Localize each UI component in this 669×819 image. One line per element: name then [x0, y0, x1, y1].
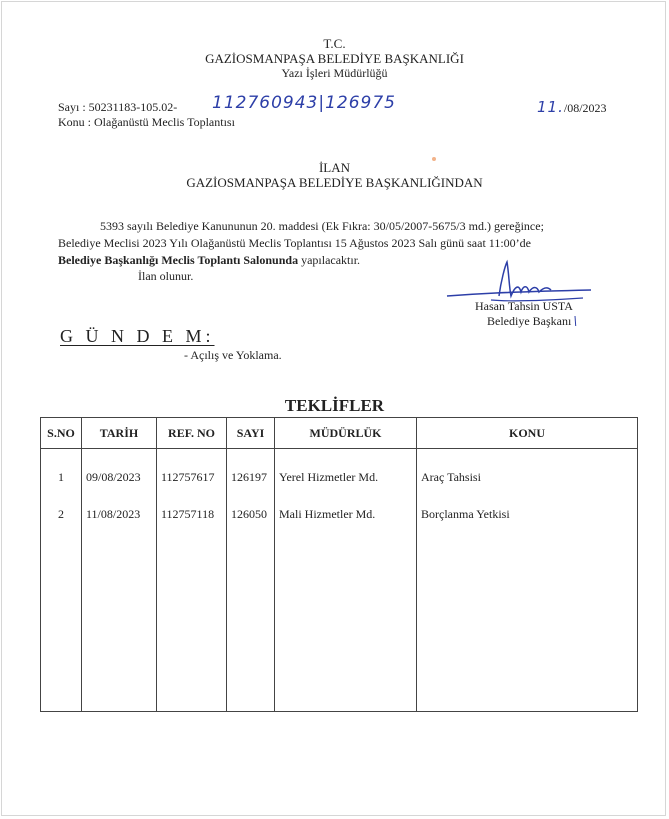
col-header-mudurluk: MÜDÜRLÜK [275, 418, 417, 449]
cell-mudurluk: Yerel Hizmetler Md. [275, 459, 417, 496]
cell-sayi: 126050 [227, 496, 275, 533]
col-header-sayi: SAYI [227, 418, 275, 449]
date-handwritten: 11. [537, 98, 564, 116]
cell-konu: Borçlanma Yetkisi [417, 496, 638, 533]
teklifler-table [40, 417, 638, 712]
konu-label: Konu : Olağanüstü Meclis Toplantısı [58, 115, 235, 129]
table-row [41, 459, 638, 496]
cell-ref: 112757617 [157, 459, 227, 496]
cell-tarih: 09/08/2023 [82, 459, 157, 496]
meeting-place: Belediye Başkanlığı Meclis Toplantı Salonunda [58, 253, 299, 267]
table-empty-space [41, 533, 638, 712]
table-header-row [41, 418, 638, 449]
ilan-olunur: İlan olunur. [138, 269, 194, 283]
col-header-ref: REF. NO [157, 418, 227, 449]
cell-tarih: 11/08/2023 [82, 496, 157, 533]
header-tc: T.C. [323, 36, 346, 51]
cell-sayi: 126197 [227, 459, 275, 496]
ilan-subtitle: GAZİOSMANPAŞA BELEDİYE BAŞKANLIĞINDAN [186, 175, 483, 190]
col-header-tarih: TARİH [82, 418, 157, 449]
header-institution: GAZİOSMANPAŞA BELEDİYE BAŞKANLIĞI [205, 51, 464, 66]
cell-ref: 112757118 [157, 496, 227, 533]
cell-konu: Araç Tahsisi [417, 459, 638, 496]
gundem-title: G Ü N D E M: [60, 326, 215, 346]
body-line-2: Belediye Meclisi 2023 Yılı Olağanüstü Meclis Toplantısı 15 Ağustos 2023 Salı günü saat 11:00’de [58, 236, 532, 250]
cell-sno: 1 [41, 459, 82, 496]
body-line-1: 5393 sayılı Belediye Kanununun 20. maddesi (Ek Fıkra: 30/05/2007-5675/3 md.) gereğince; [100, 219, 544, 233]
ilan-title: İLAN [318, 160, 351, 175]
date-suffix: /08/2023 [563, 101, 607, 115]
document-date [537, 98, 607, 116]
table-row [41, 496, 638, 533]
signatory-name: Hasan Tahsin USTA [475, 299, 573, 313]
teklifler-title: TEKLİFLER [284, 396, 385, 415]
sayi-label: Sayı : 50231183-105.02- [58, 100, 178, 114]
header-department: Yazı İşleri Müdürlüğü [281, 66, 388, 80]
signatory-title: Belediye Başkanı [487, 314, 572, 328]
gundem-item: - Açılış ve Yoklama. [184, 348, 282, 362]
col-header-konu: KONU [417, 418, 638, 449]
cell-mudurluk: Mali Hizmetler Md. [275, 496, 417, 533]
table-spacer [41, 449, 638, 460]
cell-sno: 2 [41, 496, 82, 533]
sayi-handwritten: 112760943|126975 [212, 93, 396, 113]
col-header-sno: S.NO [41, 418, 82, 449]
body-line-3-rest: yapılacaktır. [298, 253, 361, 267]
